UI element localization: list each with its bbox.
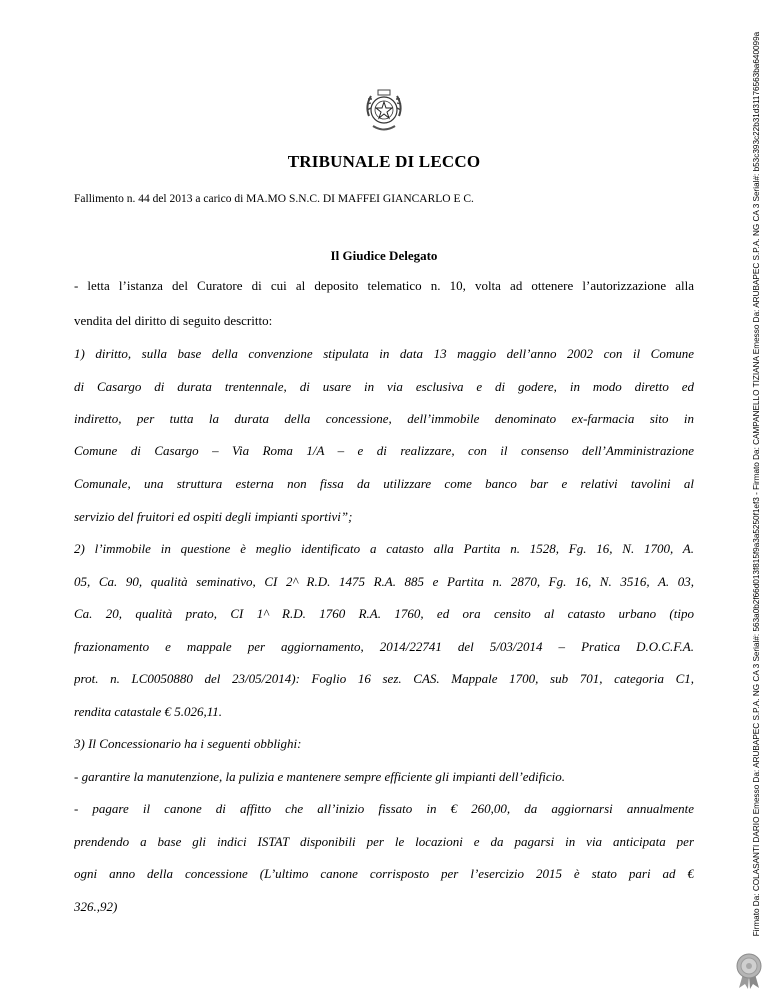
body-line: ogni anno della concessione (L’ultimo canone corrisposto per l’esercizio 2015 è stato pari ad € <box>74 866 694 881</box>
page-title: TRIBUNALE DI LECCO <box>287 152 481 171</box>
body-line: frazionamento e mappale per aggiornamento, 2014/22741 del 5/03/2014 – Pratica D.O.C.F.A. <box>74 639 694 654</box>
body-line: 326.,92) <box>74 899 118 914</box>
body-line: indiretto, per tutta la durata della concessione, dell’immobile denominato ex-farmacia sito in <box>74 411 694 426</box>
body-line: 1) diritto, sulla base della convenzione stipulata in data 13 maggio dell’anno 2002 con il Comune <box>74 346 694 361</box>
body-line: - letta l’istanza del Curatore di cui al deposito telematico n. 10, volta ad ottenere l’autorizzazione alla <box>74 278 694 293</box>
signature-seal-icon <box>734 952 764 990</box>
body-line: vendita del diritto di seguito descritto: <box>74 313 273 328</box>
section-heading: Il Giudice Delegato <box>330 248 438 263</box>
body-line: 2) l’immobile in questione è meglio identificato a catasto alla Partita n. 1528, Fg. 16, N. 1700, A. <box>74 541 694 556</box>
body-line: Comune di Casargo – Via Roma 1/A – e di realizzare, con il consenso dell’Amministrazione <box>74 443 694 458</box>
body-line: prot. n. LC0050880 del 23/05/2014): Foglio 16 sez. CAS. Mappale 1700, sub 701, categoria C1, <box>74 671 694 686</box>
body-line: prendendo a base gli indici ISTAT disponibili per le locazioni e da pagarsi in via anticipata per <box>74 834 694 849</box>
digital-signature-strip: Firmato Da: COLASANTI DARIO Emesso Da: ARUBAPEC S.P.A. NG CA 3 Serial#: 563a0b2f66d013f815f9a3a5250f1ef3 - Firmato Da: CAMPANELLO TIZIANA Emesso Da: ARUBAPEC S.P.A. NG CA 3 Serial#: b53c393c22b31d31176563ba640099a <box>752 31 761 937</box>
body-line: - pagare il canone di affitto che all’inizio fissato in € 260,00, da aggiornarsi annualmente <box>74 801 694 816</box>
body-line: rendita catastale € 5.026,11. <box>74 704 223 719</box>
italian-republic-emblem-icon <box>359 86 409 136</box>
body-line: Comunale, una struttura esterna non fissa da utilizzare come banco bar e relativi tavolini al <box>74 476 694 491</box>
body-line: 3) Il Concessionario ha i seguenti obblighi: <box>74 736 302 751</box>
body-line: di Casargo di durata trentennale, di usare in via esclusiva e di godere, in modo diretto ed <box>74 379 694 394</box>
body-line: - garantire la manutenzione, la pulizia e mantenere sempre efficiente gli impianti dell’edificio. <box>74 769 566 784</box>
body-line: Ca. 20, qualità prato, CI 1^ R.D. 1760 R.A. 1760, ed ora censito al catasto urbano (tipo <box>74 606 694 621</box>
body-line: servizio del fruitori ed ospiti degli impianti sportivi”; <box>74 509 353 524</box>
case-reference: Fallimento n. 44 del 2013 a carico di MA.MO S.N.C. DI MAFFEI GIANCARLO E C. <box>74 193 474 205</box>
body-line: 05, Ca. 90, qualità seminativo, CI 2^ R.D. 1475 R.A. 885 e Partita n. 2870, Fg. 16, N. 3516, A. 03, <box>74 574 694 589</box>
